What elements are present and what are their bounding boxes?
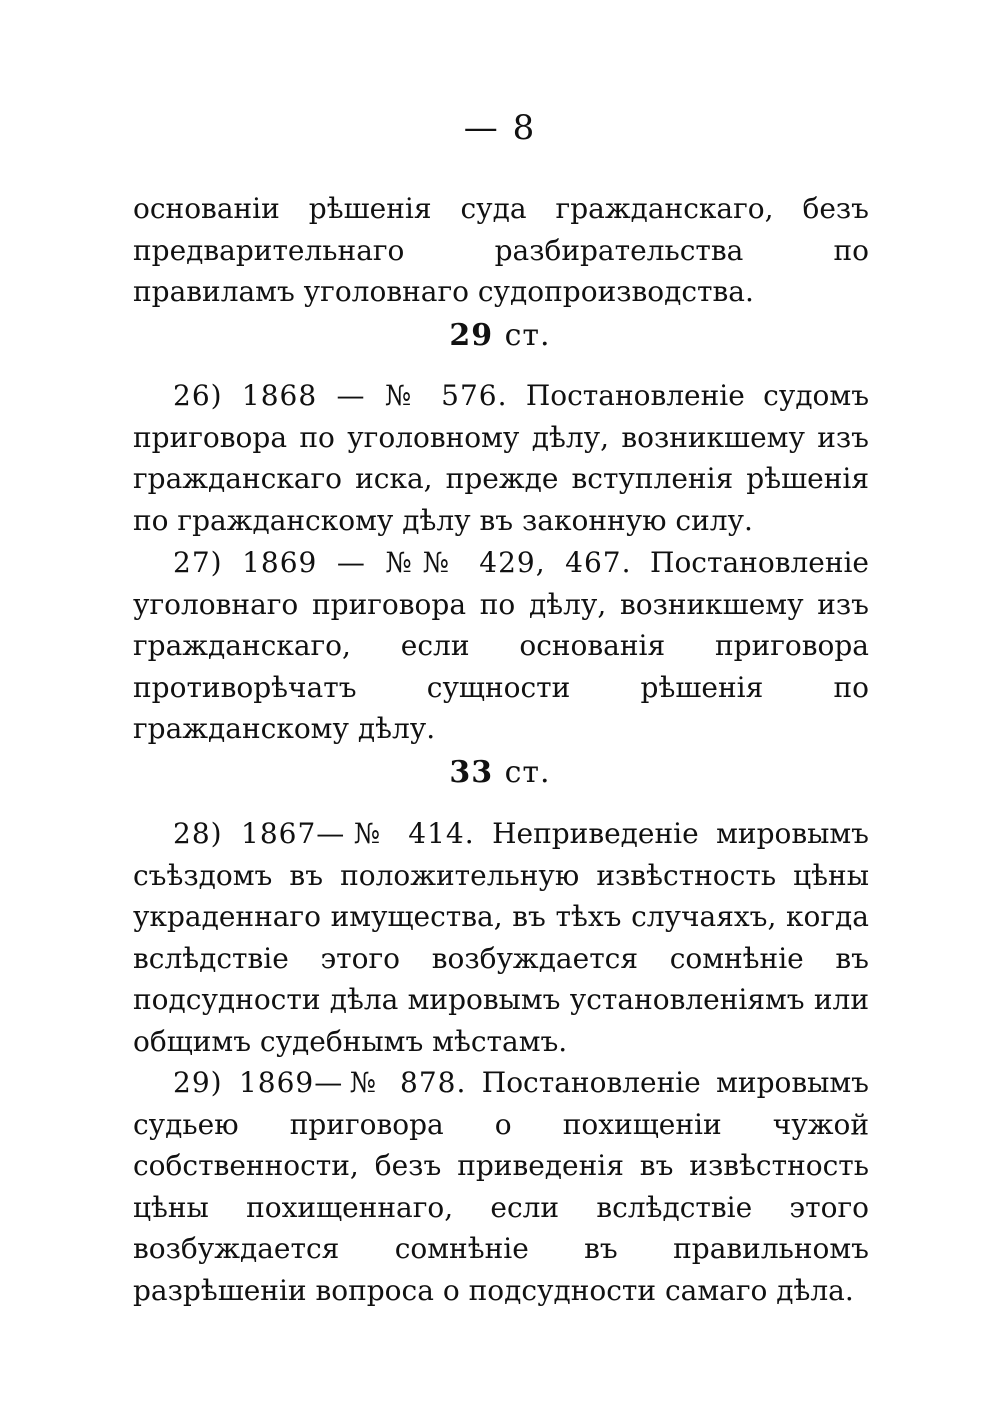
section-heading-abbr: ст.: [504, 755, 551, 790]
list-item-text: Постановленіе уголовнаго приговора по дѣлу, возникшему изъ гражданскаго, если основанія приговора противорѣчатъ сущности рѣшенія по гражданскому дѣлу.: [133, 546, 869, 745]
list-item-text: Постановленіе мировымъ судьею приговора о похищеніи чужой собственности, безъ приведенія въ извѣстность цѣны похищеннаго, если вслѣдствіе этого возбуждается сомнѣніе въ правильномъ разрѣшеніи вопроса о подсудности самаго дѣла.: [133, 1066, 869, 1307]
list-item-text: Постановленіе судомъ приговора по уголовному дѣлу, возникшему изъ гражданскаго иска, прежде вступленія рѣшенія по гражданскому дѣлу въ законную силу.: [133, 379, 870, 537]
list-item-26: [133, 375, 869, 541]
section-heading-29: [0, 318, 1000, 353]
section-heading-number: 29: [449, 318, 494, 353]
section-heading-number: 33: [449, 755, 494, 790]
list-item-text: Неприведеніе мировымъ съѣздомъ въ положительную извѣстность цѣны украденнаго имущества, въ тѣхъ случаяхъ, когда вслѣдствіе этого возбуждается сомнѣніе въ подсудности дѣла мировымъ установленіямъ или общимъ судебнымъ мѣстамъ.: [133, 817, 869, 1058]
list-item-29: [133, 1062, 869, 1311]
list-item-27: [133, 542, 869, 750]
continuation-paragraph: основаніи рѣшенія суда гражданскаго, безъ предварительнаго разбирательства по правиламъ уголовнаго судопроизводства.: [133, 192, 869, 308]
list-item-label: 26) 1868 — № 576.: [173, 379, 508, 412]
list-item-label: 28) 1867—№ 414.: [173, 817, 475, 850]
section-heading-33: [0, 755, 1000, 790]
list-item-28: [133, 813, 869, 1062]
list-item-label: 29) 1869—№ 878.: [173, 1066, 467, 1099]
section-heading-abbr: ст.: [504, 318, 551, 353]
page-number: — 8: [463, 108, 537, 148]
list-item-label: 27) 1869 — №№ 429, 467.: [173, 546, 632, 579]
